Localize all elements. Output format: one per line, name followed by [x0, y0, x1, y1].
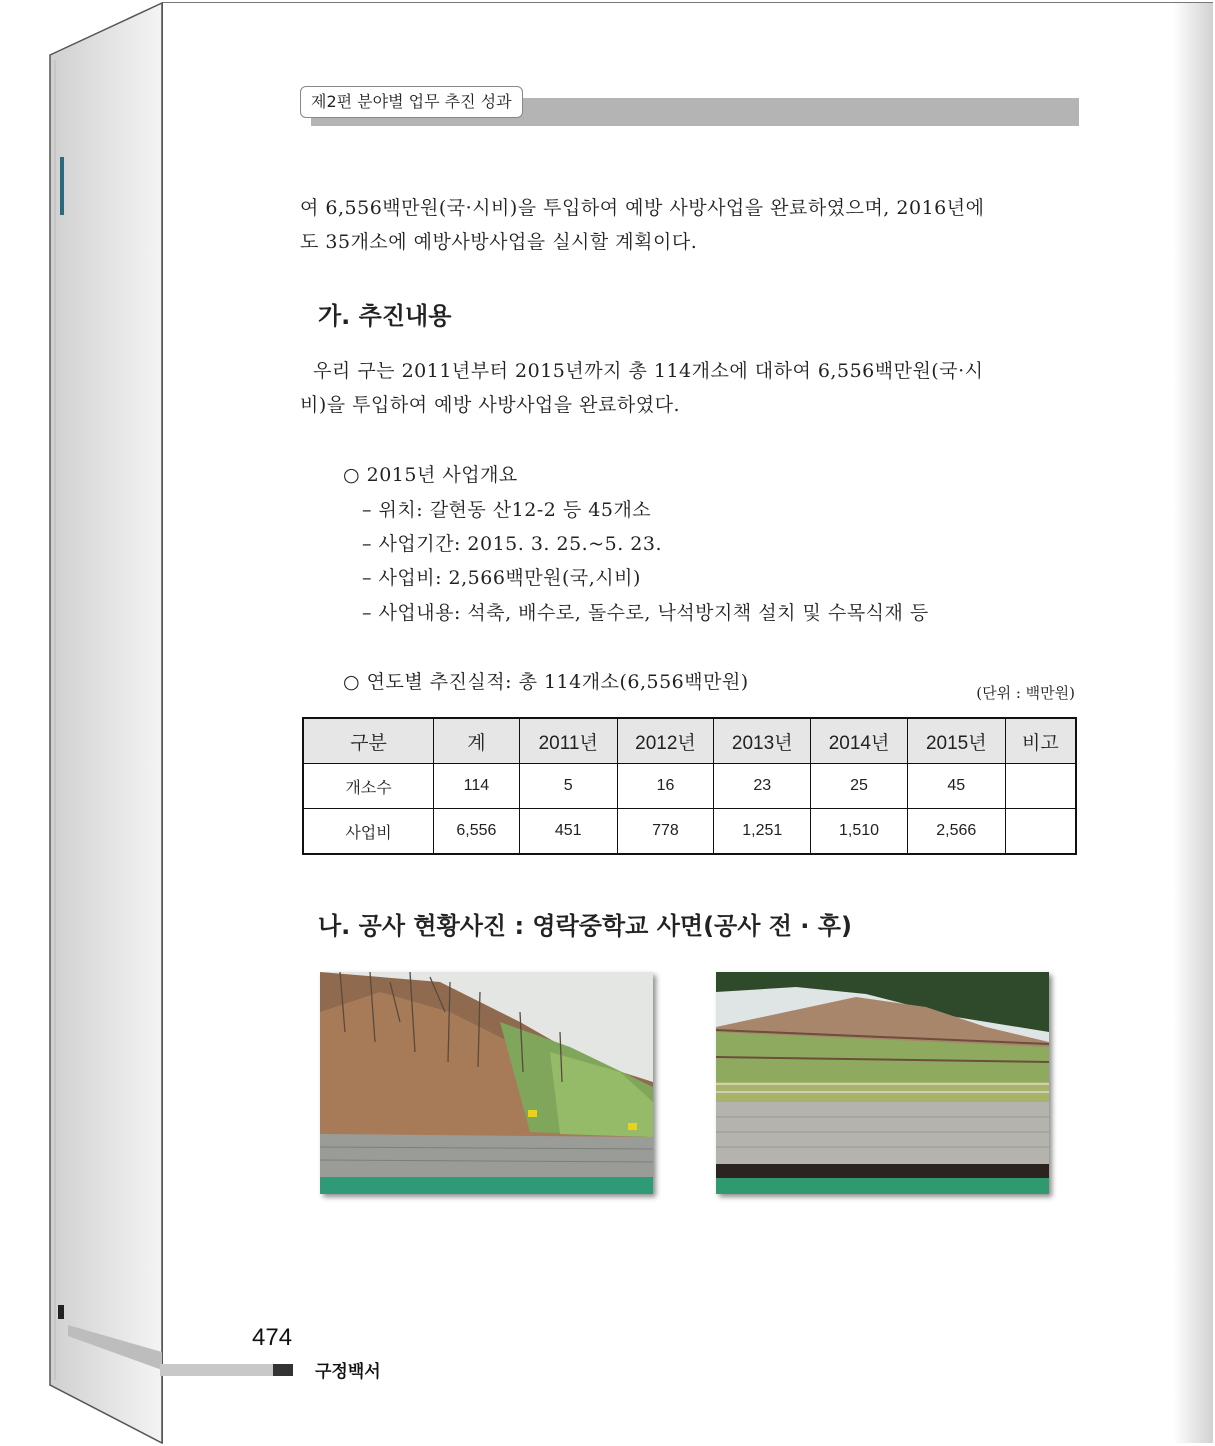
table-cell — [1005, 764, 1076, 809]
table-cell: 2,566 — [907, 809, 1005, 855]
table-cell: 778 — [617, 809, 714, 855]
table-header-row — [303, 718, 1076, 764]
photo-after-construction — [716, 972, 1049, 1194]
table-cell: 1,510 — [811, 809, 908, 855]
table-row — [303, 764, 1076, 809]
table-header-cell: 2015년 — [907, 718, 1005, 764]
section-a-line: 비)을 투입하여 예방 사방사업을 완료하였다. — [300, 394, 680, 416]
unit-label: (단위 : 백만원) — [976, 684, 1075, 702]
table-cell: 5 — [519, 764, 617, 809]
overview-title: ○ 2015년 사업개요 — [343, 464, 518, 486]
table-cell: 114 — [434, 764, 520, 809]
overview-item: – 사업내용: 석축, 배수로, 돌수로, 낙석방지책 설치 및 수목식재 등 — [362, 602, 929, 624]
page-shadow — [1173, 3, 1213, 1443]
table-cell: 16 — [617, 764, 714, 809]
section-b-title: 나. 공사 현황사진 : 영락중학교 사면(공사 전 · 후) — [318, 912, 852, 940]
table-cell: 451 — [519, 809, 617, 855]
section-a-line: 우리 구는 2011년부터 2015년까지 총 114개소에 대하여 6,556백만원(국·시 — [300, 360, 984, 382]
table-cell: 23 — [714, 764, 811, 809]
footer-bar-accent — [273, 1364, 293, 1376]
table-header-cell: 2013년 — [714, 718, 811, 764]
section-a-paragraph — [300, 354, 1076, 422]
overview-item: – 사업비: 2,566백만원(국,시비) — [362, 567, 641, 589]
table-cell: 개소수 — [303, 764, 434, 809]
table-header-cell: 구분 — [303, 718, 434, 764]
table-cell: 6,556 — [434, 809, 520, 855]
section-header-label: 제2편 분야별 업무 추진 성과 — [300, 86, 523, 118]
overview-item: – 사업기간: 2015. 3. 25.~5. 23. — [362, 533, 663, 555]
table-header-cell: 계 — [434, 718, 520, 764]
table-cell: 1,251 — [714, 809, 811, 855]
table-header-cell: 2011년 — [519, 718, 617, 764]
book-title: 구정백서 — [315, 1362, 381, 1382]
results-table — [302, 717, 1077, 855]
table-row — [303, 809, 1076, 855]
intro-paragraph — [300, 191, 1076, 259]
table-cell: 25 — [811, 764, 908, 809]
table-header-cell: 2012년 — [617, 718, 714, 764]
table-header-cell: 비고 — [1005, 718, 1076, 764]
overview-item: – 위치: 갈현동 산12-2 등 45개소 — [362, 499, 652, 521]
results-title: ○ 연도별 추진실적: 총 114개소(6,556백만원) — [343, 671, 749, 693]
book-spine — [0, 0, 170, 1446]
table-header-cell: 2014년 — [811, 718, 908, 764]
photo-before-construction — [320, 972, 653, 1194]
intro-line: 여 6,556백만원(국·시비)을 투입하여 예방 사방사업을 완료하였으며, 2016년에 — [300, 197, 985, 219]
table-cell — [1005, 809, 1076, 855]
page-number: 474 — [252, 1324, 293, 1351]
section-a-title: 가. 추진내용 — [318, 302, 452, 330]
intro-line: 도 35개소에 예방사방사업을 실시할 계획이다. — [300, 231, 698, 253]
table-cell: 45 — [907, 764, 1005, 809]
footer-bar — [160, 1364, 280, 1376]
table-cell: 사업비 — [303, 809, 434, 855]
